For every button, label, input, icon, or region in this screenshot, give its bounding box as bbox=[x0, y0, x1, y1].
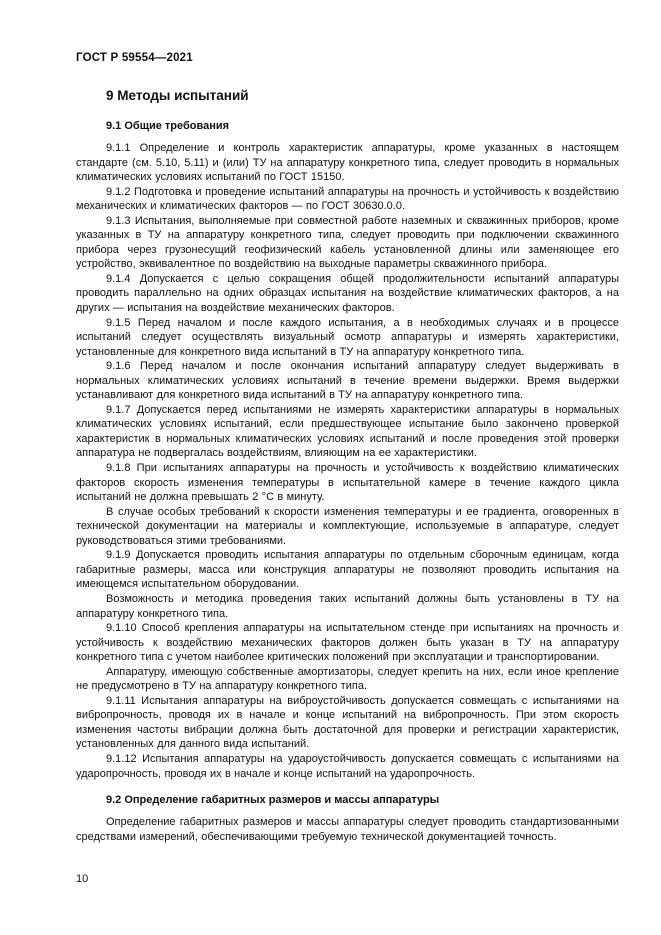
paragraph-9-1-2: 9.1.2 Подготовка и проведение испытаний аппаратуры на прочность и устойчивость к воздействию механических и климатических факторов — по ГОСТ 30630.0.0. bbox=[76, 185, 619, 213]
paragraph-9-1-7: 9.1.7 Допускается перед испытаниями не измерять характеристики аппаратуры в нормальных климатических условиях испытаний, если предшествующее испытание было закончено проверкой характеристик в нормальных климатических условиях испытаний и после проведения этой проверки аппаратура не подвергалась воздействиям, влияющим на ее характеристики. bbox=[76, 403, 619, 460]
paragraph-9-1-1: 9.1.1 Определение и контроль характеристик аппаратуры, кроме указанных в настоящем стандарте (см. 5.10, 5.11) и (или) ТУ на аппаратуру конкретного типа, следует проводить в нормальных климатических условиях испытаний по ГОСТ 15150. bbox=[76, 142, 619, 184]
section-title-9-2: 9.2 Определение габаритных размеров и массы аппаратуры bbox=[106, 794, 440, 807]
paragraph-9-1-5: 9.1.5 Перед началом и после каждого испытания, а в необходимых случаях и в процессе испытаний следует осуществлять визуальный осмотр аппаратуры и измерять характеристики, установленные для конкретного вида испытаний в ТУ на аппаратуру конкретного типа. bbox=[76, 316, 619, 358]
paragraph-9-2: Определение габаритных размеров и массы аппаратуры следует проводить стандартизованными средствами измерений, обеспечивающими требуемую технической документацией точность. bbox=[76, 816, 619, 843]
paragraph-9-1-4: 9.1.4 Допускается с целью сокращения общей продолжительности испытаний аппаратуры проводить параллельно на одних образцах испытания на воздействие климатических факторов, а на других — испытания на воздействие механических факторов. bbox=[76, 272, 619, 315]
page-number: 10 bbox=[76, 873, 89, 885]
paragraph-9-1-9-cont: Возможность и методика проведения таких испытаний должны быть установлены в ТУ на аппаратуру конкретного типа. bbox=[76, 592, 619, 620]
paragraph-9-1-12: 9.1.12 Испытания аппаратуры на удароустойчивость допускается совмещать с испытаниями на ударопрочность, проводя их в начале и конце испытаний на ударопрочность. bbox=[76, 752, 619, 780]
doc-header: ГОСТ Р 59554—2021 bbox=[76, 52, 193, 64]
paragraph-9-1-10: 9.1.10 Способ крепления аппаратуры на испытательном стенде при испытаниях на прочность и устойчивость к воздействию механических факторов должен быть указан в ТУ на аппаратуру конкретного типа с учетом наиболее критических положений при эксплуатации и транспортировании. bbox=[76, 622, 619, 664]
chapter-title: 9 Методы испытаний bbox=[106, 88, 249, 103]
section-title-9-1: 9.1 Общие требования bbox=[106, 120, 230, 132]
paragraph-9-1-8-cont: В случае особых требований к скорости изменения температуры и ее градиента, оговоренных в технической документации на материалы и комплектующие, используемые в аппаратуре, следует руководствоваться этими требованиями. bbox=[76, 505, 619, 547]
paragraph-9-1-6: 9.1.6 Перед началом и после окончания испытаний аппаратуру следует выдерживать в нормальных климатических условиях испытаний в течение времени выдержки. Время выдержки устанавливают для конкретного вида испытаний в ТУ на аппаратуру конкретного типа. bbox=[76, 360, 619, 402]
paragraph-9-1-9: 9.1.9 Допускается проводить испытания аппаратуры по отдельным сборочным единицам, когда габаритные размеры, масса или конструкция аппаратуры не позволяют проводить испытания на имеющемся испытательном оборудовании. bbox=[76, 549, 619, 591]
paragraph-9-1-8: 9.1.8 При испытаниях аппаратуры на прочность и устойчивость к воздействию климатических факторов скорость изменения температуры в испытательной камере в течение каждого цикла испытаний не должна превышать 2 °С в минуту. bbox=[76, 462, 619, 504]
paragraph-9-1-11: 9.1.11 Испытания аппаратуры на виброустойчивость допускается совмещать с испытаниями на вибропрочность, проводя их в начале и конце испытаний на вибропрочность. При этом скорость изменения частоты вибрации должна быть достаточной для проверки и регистрации характеристик, установленных для данного вида испытаний. bbox=[76, 694, 619, 751]
paragraph-9-1-10-cont: Аппаратуру, имеющую собственные амортизаторы, следует крепить на них, если иное крепление не предусмотрено в ТУ на аппаратуру конкретного типа. bbox=[76, 665, 619, 693]
paragraph-9-1-3: 9.1.3 Испытания, выполняемые при совместной работе наземных и скважинных приборов, кроме указанных в ТУ на аппаратуру конкретного типа, следует проводить при подключении скважинного прибора через грузонесущий геофизический кабель установленной длины или заменяющее его устройство, эквивалентное по воздействию на выходные параметры скважинного прибора. bbox=[76, 214, 619, 271]
